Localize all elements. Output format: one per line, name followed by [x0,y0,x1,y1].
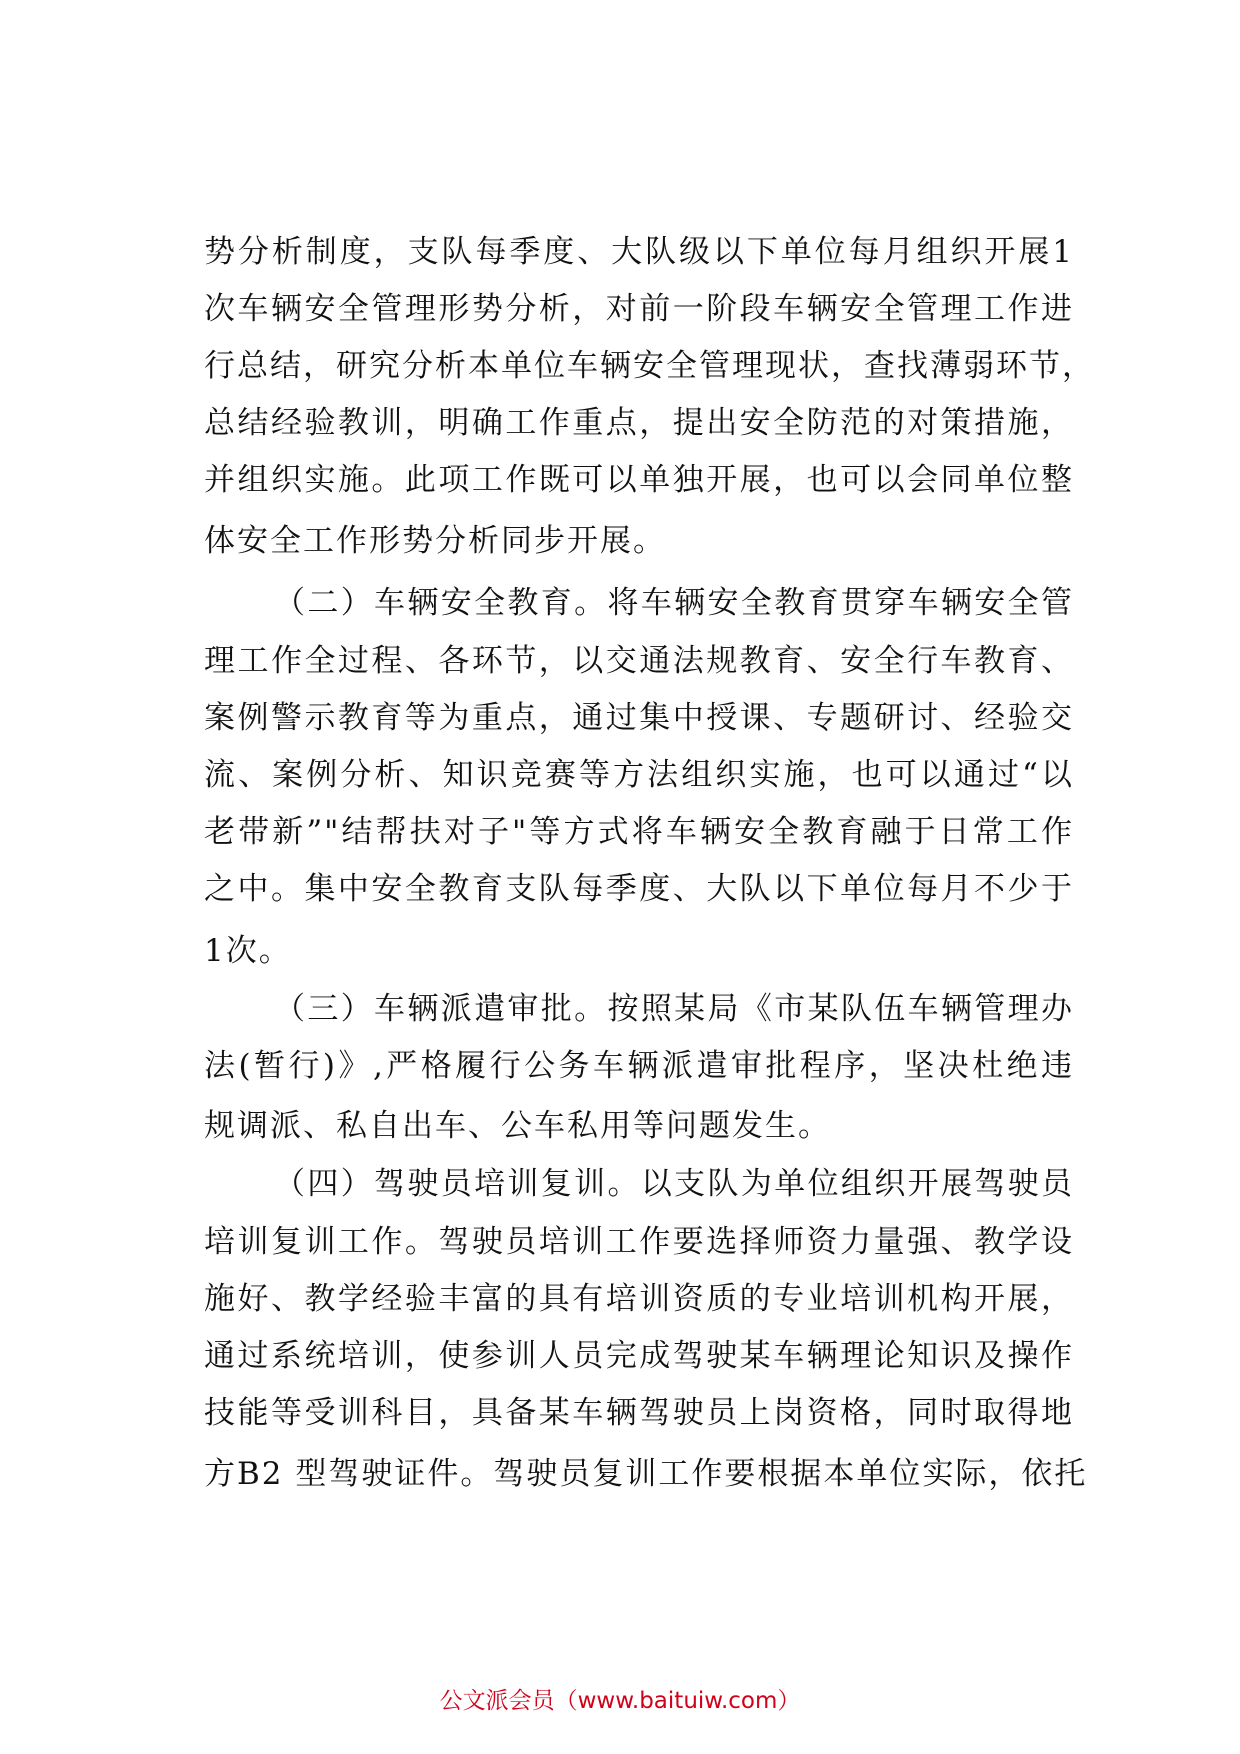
body-line-16: 规调派、私自出车、公车私用等问题发生。 [204,1108,831,1144]
body-line-13: 1次。 [204,933,292,969]
body-line-21: 技能等受训科目，具备某车辆驾驶员上岗资格，同时取得地 [204,1395,1074,1431]
body-line-3: 行总结，研究分析本单位车辆安全管理现状，查找薄弱环节， [204,348,1095,384]
body-line-4: 总结经验教训，明确工作重点，提出安全防范的对策措施， [204,405,1074,441]
body-line-12: 之中。集中安全教育支队每季度、大队以下单位每月不少于 [204,871,1074,907]
body-line-9: 案例警示教育等为重点，通过集中授课、专题研讨、经验交 [204,700,1074,736]
section-three-heading-line: （三）车辆派遣审批。按照某局《市某队伍车辆管理办 [274,991,1074,1027]
body-line-20: 通过系统培训，使参训人员完成驾驶某车辆理论知识及操作 [204,1338,1074,1374]
body-line-19: 施好、教学经验丰富的具有培训资质的专业培训机构开展， [204,1281,1074,1317]
body-line-8: 理工作全过程、各环节，以交通法规教育、安全行车教育、 [204,643,1074,679]
body-line-2: 次车辆安全管理形势分析，对前一阶段车辆安全管理工作进 [204,291,1074,327]
body-line-6: 体安全工作形势分析同步开展。 [204,523,666,559]
body-line-18: 培训复训工作。驾驶员培训工作要选择师资力量强、教学设 [204,1224,1074,1260]
section-two-heading-line: （二）车辆安全教育。将车辆安全教育贯穿车辆安全管 [274,585,1074,621]
body-line-1: 势分析制度，支队每季度、大队级以下单位每月组织开展1 [204,234,1074,270]
body-line-5: 并组织实施。此项工作既可以单独开展，也可以会同单位整 [204,462,1074,498]
body-line-10: 流、案例分析、知识竞赛等方法组织实施，也可以通过“以 [204,757,1074,793]
body-line-11: 老带新”"结帮扶对子"等方式将车辆安全教育融于日常工作 [204,814,1074,850]
footer-watermark-text: 公文派会员（www.baituiw.com） [439,1688,801,1714]
body-line-15: 法(暂行)》,严格履行公务车辆派遣审批程序，坚决杜绝违 [204,1048,1074,1084]
section-four-heading-line: （四）驾驶员培训复训。以支队为单位组织开展驾驶员 [274,1166,1074,1202]
body-line-22: 方B2 型驾驶证件。驾驶员复训工作要根据本单位实际，依托 [204,1456,1088,1492]
